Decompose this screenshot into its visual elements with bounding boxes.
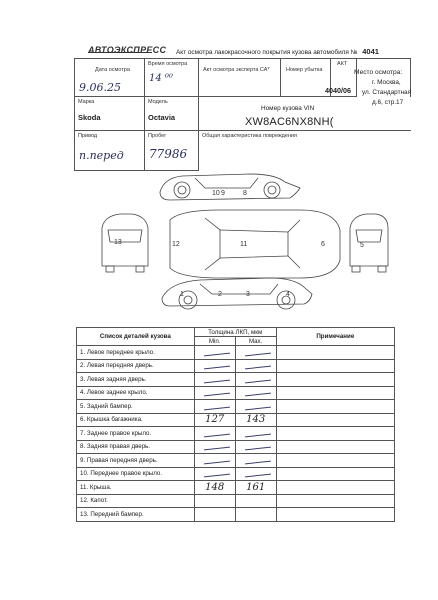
- table-row: [77, 454, 395, 468]
- vin-cell: [199, 97, 411, 131]
- place-line-2: ул. Стандартная: [362, 89, 412, 96]
- dash-mark: [245, 433, 271, 437]
- car-top-view: [170, 210, 340, 278]
- part-name: 11. Крыша.: [77, 481, 195, 495]
- dash-mark: [204, 460, 230, 464]
- brand-label: Марка: [78, 99, 95, 105]
- act-value: 4040/06: [325, 86, 351, 95]
- note-cell: [276, 467, 394, 481]
- note-cell: [276, 440, 394, 454]
- dash-mark: [204, 433, 230, 437]
- table-row: [77, 359, 395, 373]
- expert-label: Акт осмотра эксперта СА*: [203, 67, 270, 73]
- logo: [88, 40, 167, 60]
- thickness-min: [194, 359, 235, 373]
- thickness-min: 148: [194, 481, 235, 495]
- part-name: 12. Капот.: [77, 494, 195, 508]
- part-name: 9. Правая передняя дверь.: [77, 454, 195, 468]
- expert-cell: [199, 59, 281, 97]
- note-cell: [276, 373, 394, 387]
- table-row: [77, 346, 395, 360]
- thickness-max: [235, 427, 276, 441]
- vin-label: Номер кузова VIN: [261, 105, 315, 112]
- branch-label: Номер убытка: [286, 67, 323, 73]
- note-cell: [276, 413, 394, 427]
- note-cell: [276, 508, 394, 522]
- table-row: [77, 386, 395, 400]
- zone-number-13: 13: [114, 239, 122, 246]
- part-name: 13. Передний бампер.: [77, 508, 195, 522]
- thickness-min: [194, 454, 235, 468]
- place-line-1: г. Москва,: [372, 79, 401, 86]
- drive-label: Привод: [78, 133, 98, 139]
- note-cell: [276, 427, 394, 441]
- dash-mark: [245, 393, 271, 397]
- zone-number-11: 11: [240, 241, 248, 248]
- date-cell: [75, 59, 145, 97]
- date-label: Дата осмотра: [95, 67, 130, 73]
- dash-mark: [245, 366, 271, 370]
- act-cell: [325, 59, 357, 97]
- dash-mark: [204, 447, 230, 451]
- thickness-max: 143: [235, 413, 276, 427]
- table-row: [77, 467, 395, 481]
- brand-value: Skoda: [78, 113, 101, 122]
- thickness-min: [194, 494, 235, 508]
- table-row: [77, 427, 395, 441]
- part-name: 7. Заднее правое крыло.: [77, 427, 195, 441]
- car-rear-view: [350, 214, 388, 272]
- table-row: [77, 400, 395, 414]
- col-header-min: Min.: [194, 337, 235, 346]
- table-row: [77, 373, 395, 387]
- thickness-max: [235, 386, 276, 400]
- dash-mark: [245, 447, 271, 451]
- col-header-thickness: Толщина ЛКП, мкм: [194, 328, 276, 337]
- time-value: 14 ⁰⁰: [149, 73, 173, 84]
- thickness-min: [194, 373, 235, 387]
- zone-number-6: 6: [321, 241, 325, 248]
- thickness-min: [194, 386, 235, 400]
- part-name: 8. Задняя правая дверь.: [77, 440, 195, 454]
- damage-cell: [199, 131, 411, 171]
- act-number: 4041: [362, 47, 379, 56]
- brand-cell: [75, 97, 145, 131]
- thickness-max: [235, 346, 276, 360]
- logo-text: АВТОЭКСПРЕСС: [88, 45, 167, 55]
- col-header-note: Примечание: [276, 328, 394, 346]
- dash-mark: [204, 393, 230, 397]
- zone-number-1: 1: [180, 291, 184, 298]
- thickness-min: 127: [194, 413, 235, 427]
- time-label: Время осмотра: [148, 61, 188, 67]
- part-name: 6. Крышка багажника.: [77, 413, 195, 427]
- drive-cell: [75, 131, 145, 171]
- mileage-label: Пробег: [148, 133, 167, 139]
- place-line-3: д.6, стр.17: [372, 99, 404, 106]
- dash-mark: [204, 379, 230, 383]
- thickness-min: [194, 508, 235, 522]
- thickness-min: [194, 427, 235, 441]
- note-cell: [276, 346, 394, 360]
- thickness-max: [235, 400, 276, 414]
- zone-number-3: 3: [246, 291, 250, 298]
- table-row: [77, 508, 395, 522]
- note-cell: [276, 454, 394, 468]
- model-value: Octavia: [148, 113, 176, 122]
- car-front-view: [102, 214, 148, 272]
- dash-mark: [204, 352, 230, 356]
- table-row: [77, 494, 395, 508]
- time-cell: [145, 59, 199, 97]
- car-side-view-right: [160, 174, 300, 200]
- col-header-parts: Список деталей кузова: [77, 328, 195, 346]
- place-label: Место осмотра:: [354, 69, 403, 76]
- dash-mark: [245, 460, 271, 464]
- table-row: [77, 481, 395, 495]
- dash-mark: [204, 406, 230, 410]
- note-cell: [276, 494, 394, 508]
- dash-mark: [245, 352, 271, 356]
- note-cell: [276, 481, 394, 495]
- act-title: [176, 48, 379, 57]
- thickness-max: 161: [235, 481, 276, 495]
- thickness-max: [235, 467, 276, 481]
- dash-mark: [204, 366, 230, 370]
- mileage-cell: [145, 131, 199, 171]
- part-name: 5. Задний бампер.: [77, 400, 195, 414]
- car-diagram: [100, 170, 390, 318]
- damage-label: Общая характеристика повреждения: [202, 133, 298, 139]
- act-title-text: Акт осмотра лакокрасочного покрытия кузова автомобиля №: [176, 49, 358, 56]
- part-name: 3. Левая задняя дверь.: [77, 373, 195, 387]
- dash-mark: [245, 406, 271, 410]
- dash-mark: [245, 379, 271, 383]
- part-name: 10. Переднее правое крыло.: [77, 467, 195, 481]
- part-name: 1. Левое переднее крыло.: [77, 346, 195, 360]
- thickness-max: [235, 440, 276, 454]
- table-row: [77, 440, 395, 454]
- branch-cell: [281, 59, 331, 97]
- thickness-min: [194, 440, 235, 454]
- part-name: 4. Левое заднее крыло.: [77, 386, 195, 400]
- note-cell: [276, 386, 394, 400]
- dash-mark: [245, 474, 271, 478]
- thickness-min: [194, 400, 235, 414]
- thickness-max: [235, 454, 276, 468]
- defects-table: [76, 327, 395, 522]
- mileage-value: 77986: [149, 147, 188, 161]
- drive-value: п.перед: [79, 149, 124, 162]
- note-cell: [276, 400, 394, 414]
- dash-mark: [204, 474, 230, 478]
- part-name: 2. Левая передняя дверь.: [77, 359, 195, 373]
- table-header-row: [77, 328, 395, 337]
- form-grid: [74, 58, 411, 171]
- note-cell: [276, 359, 394, 373]
- table-row: [77, 413, 395, 427]
- zone-number-5: 5: [360, 242, 364, 249]
- thickness-min: [194, 467, 235, 481]
- act-label: АКТ: [337, 61, 348, 67]
- zone-number-8: 8: [243, 190, 247, 197]
- thickness-max: [235, 359, 276, 373]
- model-label: Модель: [148, 99, 168, 105]
- date-value: 9.06.25: [79, 81, 121, 94]
- zone-number-4: 4: [286, 291, 290, 298]
- thickness-max: [235, 508, 276, 522]
- col-header-max: Max.: [235, 337, 276, 346]
- zone-number-10: 10: [212, 190, 220, 197]
- model-cell: [145, 97, 199, 131]
- zone-number-2: 2: [218, 291, 222, 298]
- thickness-min: [194, 346, 235, 360]
- thickness-max: [235, 373, 276, 387]
- zone-number-12: 12: [172, 241, 180, 248]
- zone-number-9: 9: [221, 190, 225, 197]
- vin-value: XW8AC6NX8NH(: [245, 116, 334, 128]
- thickness-max: [235, 494, 276, 508]
